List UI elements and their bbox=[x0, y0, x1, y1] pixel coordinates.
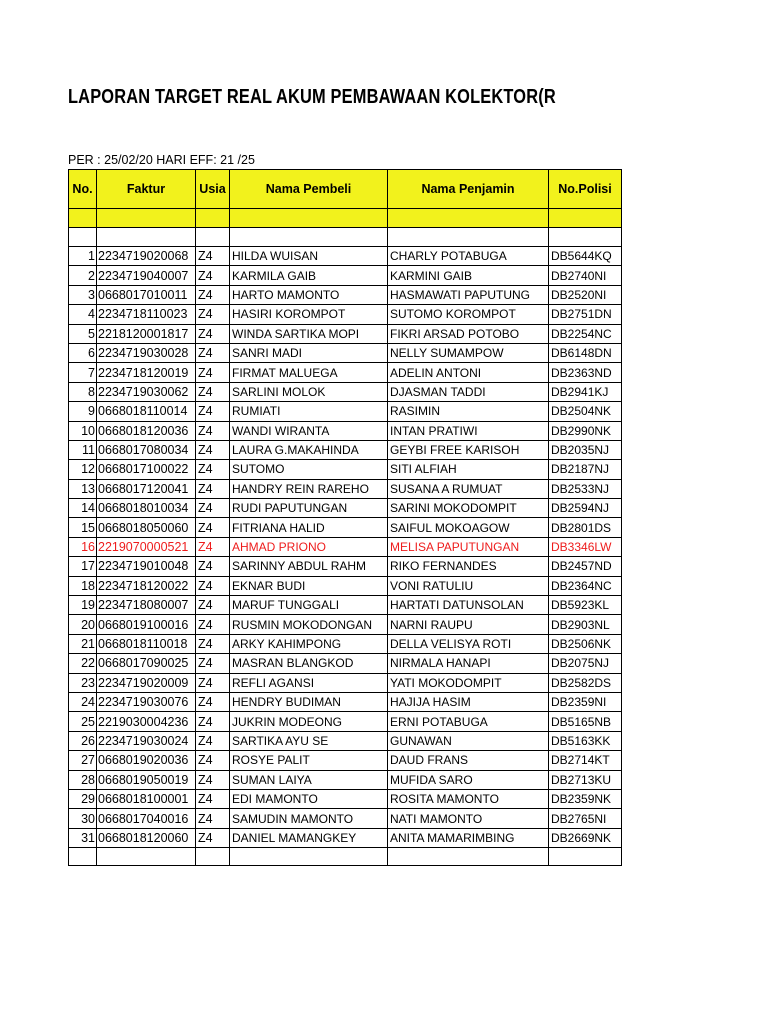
cell-faktur: 0668018100001 bbox=[97, 789, 196, 808]
empty-cell bbox=[230, 848, 388, 866]
table-row bbox=[69, 305, 622, 324]
header-blank-cell bbox=[196, 209, 230, 228]
table-row bbox=[69, 324, 622, 343]
cell-usia: Z4 bbox=[196, 731, 230, 750]
cell-no-polisi: DB5644KQ bbox=[549, 247, 622, 266]
report-title: LAPORAN TARGET REAL AKUM PEMBAWAAN KOLEKTOR(R bbox=[68, 86, 556, 108]
cell-nama-penjamin: ADELIN ANTONI bbox=[388, 363, 549, 382]
column-header-no-polisi: No.Polisi bbox=[549, 170, 622, 209]
table-row bbox=[69, 751, 622, 770]
cell-no-polisi: DB5163KK bbox=[549, 731, 622, 750]
header-blank-cell bbox=[69, 209, 97, 228]
table-row bbox=[69, 673, 622, 692]
cell-nama-penjamin: VONI RATULIU bbox=[388, 576, 549, 595]
cell-no-polisi: DB2506NK bbox=[549, 634, 622, 653]
cell-nama-penjamin: ROSITA MAMONTO bbox=[388, 789, 549, 808]
cell-no: 3 bbox=[69, 285, 97, 304]
table-body bbox=[69, 228, 622, 866]
cell-nama-penjamin: YATI MOKODOMPIT bbox=[388, 673, 549, 692]
cell-nama-pembeli: AHMAD PRIONO bbox=[230, 537, 388, 556]
cell-nama-pembeli: DANIEL MAMANGKEY bbox=[230, 828, 388, 847]
cell-nama-pembeli: RUSMIN MOKODONGAN bbox=[230, 615, 388, 634]
cell-no-polisi: DB2751DN bbox=[549, 305, 622, 324]
cell-no: 14 bbox=[69, 499, 97, 518]
table-row bbox=[69, 285, 622, 304]
cell-nama-pembeli: RUMIATI bbox=[230, 402, 388, 421]
cell-nama-pembeli: FIRMAT MALUEGA bbox=[230, 363, 388, 382]
cell-nama-pembeli: SARINNY ABDUL RAHM bbox=[230, 557, 388, 576]
cell-no-polisi: DB2941KJ bbox=[549, 382, 622, 401]
cell-no-polisi: DB5923KL bbox=[549, 596, 622, 615]
table-row bbox=[69, 557, 622, 576]
cell-no: 21 bbox=[69, 634, 97, 653]
cell-nama-penjamin: RIKO FERNANDES bbox=[388, 557, 549, 576]
cell-usia: Z4 bbox=[196, 305, 230, 324]
cell-faktur: 2234719030062 bbox=[97, 382, 196, 401]
cell-faktur: 0668018120060 bbox=[97, 828, 196, 847]
cell-faktur: 0668017090025 bbox=[97, 654, 196, 673]
cell-nama-pembeli: WINDA SARTIKA MOPI bbox=[230, 324, 388, 343]
cell-nama-pembeli: HANDRY REIN RAREHO bbox=[230, 479, 388, 498]
cell-no: 15 bbox=[69, 518, 97, 537]
cell-nama-pembeli: RUDI PAPUTUNGAN bbox=[230, 499, 388, 518]
cell-no: 9 bbox=[69, 402, 97, 421]
cell-usia: Z4 bbox=[196, 634, 230, 653]
table-row bbox=[69, 789, 622, 808]
table-row bbox=[69, 692, 622, 711]
table-row bbox=[69, 731, 622, 750]
header-blank-cell bbox=[388, 209, 549, 228]
cell-no: 22 bbox=[69, 654, 97, 673]
table-header-row bbox=[69, 170, 622, 209]
cell-no-polisi: DB2713KU bbox=[549, 770, 622, 789]
cell-no-polisi: DB2801DS bbox=[549, 518, 622, 537]
cell-no-polisi: DB5165NB bbox=[549, 712, 622, 731]
cell-usia: Z4 bbox=[196, 285, 230, 304]
table-row bbox=[69, 537, 622, 556]
cell-usia: Z4 bbox=[196, 266, 230, 285]
table-row bbox=[69, 460, 622, 479]
cell-no: 20 bbox=[69, 615, 97, 634]
cell-faktur: 2219030004236 bbox=[97, 712, 196, 731]
cell-nama-penjamin: FIKRI ARSAD POTOBO bbox=[388, 324, 549, 343]
cell-faktur: 0668017120041 bbox=[97, 479, 196, 498]
cell-nama-pembeli: EDI MAMONTO bbox=[230, 789, 388, 808]
cell-no: 23 bbox=[69, 673, 97, 692]
cell-nama-pembeli: FITRIANA HALID bbox=[230, 518, 388, 537]
cell-nama-penjamin: NELLY SUMAMPOW bbox=[388, 343, 549, 362]
table-row bbox=[69, 828, 622, 847]
cell-faktur: 2234719030028 bbox=[97, 343, 196, 362]
cell-usia: Z4 bbox=[196, 537, 230, 556]
table-row bbox=[69, 654, 622, 673]
cell-usia: Z4 bbox=[196, 789, 230, 808]
table-row bbox=[69, 770, 622, 789]
spacer-cell bbox=[69, 228, 97, 247]
cell-no: 13 bbox=[69, 479, 97, 498]
cell-nama-penjamin: GEYBI FREE KARISOH bbox=[388, 440, 549, 459]
cell-nama-penjamin: SAIFUL MOKOAGOW bbox=[388, 518, 549, 537]
cell-no: 5 bbox=[69, 324, 97, 343]
cell-usia: Z4 bbox=[196, 654, 230, 673]
table-row bbox=[69, 499, 622, 518]
cell-no-polisi: DB2740NI bbox=[549, 266, 622, 285]
cell-nama-pembeli: SARTIKA AYU SE bbox=[230, 731, 388, 750]
table-row bbox=[69, 634, 622, 653]
cell-nama-pembeli: LAURA G.MAKAHINDA bbox=[230, 440, 388, 459]
cell-nama-pembeli: HASIRI KOROMPOT bbox=[230, 305, 388, 324]
cell-nama-pembeli: ROSYE PALIT bbox=[230, 751, 388, 770]
table-row bbox=[69, 440, 622, 459]
cell-faktur: 2234719020068 bbox=[97, 247, 196, 266]
cell-usia: Z4 bbox=[196, 596, 230, 615]
table-row bbox=[69, 615, 622, 634]
cell-no: 30 bbox=[69, 809, 97, 828]
empty-cell bbox=[196, 848, 230, 866]
collector-report-table bbox=[68, 169, 622, 866]
cell-nama-pembeli: MARUF TUNGGALI bbox=[230, 596, 388, 615]
cell-no-polisi: DB2714KT bbox=[549, 751, 622, 770]
cell-nama-penjamin: GUNAWAN bbox=[388, 731, 549, 750]
cell-nama-pembeli: SANRI MADI bbox=[230, 343, 388, 362]
cell-faktur: 0668019050019 bbox=[97, 770, 196, 789]
empty-cell bbox=[388, 848, 549, 866]
empty-cell bbox=[97, 848, 196, 866]
table-row bbox=[69, 809, 622, 828]
cell-nama-penjamin: ANITA MAMARIMBING bbox=[388, 828, 549, 847]
cell-usia: Z4 bbox=[196, 440, 230, 459]
cell-no: 1 bbox=[69, 247, 97, 266]
cell-no: 7 bbox=[69, 363, 97, 382]
cell-usia: Z4 bbox=[196, 382, 230, 401]
cell-usia: Z4 bbox=[196, 499, 230, 518]
cell-nama-penjamin: NATI MAMONTO bbox=[388, 809, 549, 828]
cell-nama-pembeli: SUMAN LAIYA bbox=[230, 770, 388, 789]
spacer-cell bbox=[388, 228, 549, 247]
cell-nama-penjamin: SARINI MOKODOMPIT bbox=[388, 499, 549, 518]
cell-no-polisi: DB2504NK bbox=[549, 402, 622, 421]
empty-cell bbox=[549, 848, 622, 866]
cell-usia: Z4 bbox=[196, 479, 230, 498]
table-row bbox=[69, 518, 622, 537]
cell-faktur: 0668019020036 bbox=[97, 751, 196, 770]
cell-usia: Z4 bbox=[196, 770, 230, 789]
cell-nama-pembeli: HILDA WUISAN bbox=[230, 247, 388, 266]
cell-no: 19 bbox=[69, 596, 97, 615]
cell-usia: Z4 bbox=[196, 247, 230, 266]
cell-nama-pembeli: KARMILA GAIB bbox=[230, 266, 388, 285]
column-header-nama-pembeli: Nama Pembeli bbox=[230, 170, 388, 209]
cell-faktur: 0668017040016 bbox=[97, 809, 196, 828]
cell-usia: Z4 bbox=[196, 576, 230, 595]
table-row bbox=[69, 266, 622, 285]
cell-no: 4 bbox=[69, 305, 97, 324]
cell-nama-penjamin: SUTOMO KOROMPOT bbox=[388, 305, 549, 324]
cell-usia: Z4 bbox=[196, 751, 230, 770]
cell-no-polisi: DB2594NJ bbox=[549, 499, 622, 518]
cell-nama-penjamin: CHARLY POTABUGA bbox=[388, 247, 549, 266]
cell-nama-pembeli: EKNAR BUDI bbox=[230, 576, 388, 595]
table-row bbox=[69, 343, 622, 362]
cell-faktur: 0668017100022 bbox=[97, 460, 196, 479]
cell-usia: Z4 bbox=[196, 363, 230, 382]
cell-no-polisi: DB3346LW bbox=[549, 537, 622, 556]
cell-faktur: 2234719030024 bbox=[97, 731, 196, 750]
cell-nama-penjamin: KARMINI GAIB bbox=[388, 266, 549, 285]
table-row bbox=[69, 712, 622, 731]
cell-no-polisi: DB2187NJ bbox=[549, 460, 622, 479]
column-header-usia: Usia bbox=[196, 170, 230, 209]
cell-no-polisi: DB2520NI bbox=[549, 285, 622, 304]
spacer-cell bbox=[549, 228, 622, 247]
cell-no: 26 bbox=[69, 731, 97, 750]
cell-no-polisi: DB2359NI bbox=[549, 692, 622, 711]
cell-nama-pembeli: HENDRY BUDIMAN bbox=[230, 692, 388, 711]
cell-no: 29 bbox=[69, 789, 97, 808]
cell-no-polisi: DB2075NJ bbox=[549, 654, 622, 673]
cell-faktur: 0668018010034 bbox=[97, 499, 196, 518]
table-spacer-row bbox=[69, 228, 622, 247]
cell-nama-pembeli: HARTO MAMONTO bbox=[230, 285, 388, 304]
cell-nama-penjamin: NIRMALA HANAPI bbox=[388, 654, 549, 673]
cell-no: 24 bbox=[69, 692, 97, 711]
cell-no-polisi: DB6148DN bbox=[549, 343, 622, 362]
cell-usia: Z4 bbox=[196, 673, 230, 692]
cell-nama-penjamin: DAUD FRANS bbox=[388, 751, 549, 770]
cell-nama-penjamin: NARNI RAUPU bbox=[388, 615, 549, 634]
cell-no: 25 bbox=[69, 712, 97, 731]
cell-no: 17 bbox=[69, 557, 97, 576]
cell-usia: Z4 bbox=[196, 518, 230, 537]
cell-usia: Z4 bbox=[196, 421, 230, 440]
cell-no: 6 bbox=[69, 343, 97, 362]
spacer-cell bbox=[230, 228, 388, 247]
cell-faktur: 2234719030076 bbox=[97, 692, 196, 711]
cell-faktur: 0668017010011 bbox=[97, 285, 196, 304]
cell-no-polisi: DB2903NL bbox=[549, 615, 622, 634]
cell-nama-pembeli: JUKRIN MODEONG bbox=[230, 712, 388, 731]
table-row bbox=[69, 479, 622, 498]
header-blank-cell bbox=[97, 209, 196, 228]
cell-usia: Z4 bbox=[196, 692, 230, 711]
cell-faktur: 2218120001817 bbox=[97, 324, 196, 343]
cell-nama-penjamin: HAJIJA HASIM bbox=[388, 692, 549, 711]
cell-nama-penjamin: HARTATI DATUNSOLAN bbox=[388, 596, 549, 615]
cell-nama-penjamin: INTAN PRATIWI bbox=[388, 421, 549, 440]
cell-faktur: 0668018110018 bbox=[97, 634, 196, 653]
cell-faktur: 0668018050060 bbox=[97, 518, 196, 537]
column-header-nama-penjamin: Nama Penjamin bbox=[388, 170, 549, 209]
table-row bbox=[69, 421, 622, 440]
table-row bbox=[69, 363, 622, 382]
cell-faktur: 2234718120019 bbox=[97, 363, 196, 382]
cell-no-polisi: DB2359NK bbox=[549, 789, 622, 808]
cell-nama-penjamin: ERNI POTABUGA bbox=[388, 712, 549, 731]
cell-usia: Z4 bbox=[196, 828, 230, 847]
cell-nama-pembeli: SAMUDIN MAMONTO bbox=[230, 809, 388, 828]
cell-nama-penjamin: SITI ALFIAH bbox=[388, 460, 549, 479]
cell-faktur: 0668019100016 bbox=[97, 615, 196, 634]
cell-nama-penjamin: MUFIDA SARO bbox=[388, 770, 549, 789]
spacer-cell bbox=[196, 228, 230, 247]
cell-usia: Z4 bbox=[196, 557, 230, 576]
report-period: PER : 25/02/20 HARI EFF: 21 /25 bbox=[68, 153, 255, 167]
cell-usia: Z4 bbox=[196, 460, 230, 479]
cell-usia: Z4 bbox=[196, 712, 230, 731]
cell-no-polisi: DB2669NK bbox=[549, 828, 622, 847]
table-row bbox=[69, 596, 622, 615]
cell-no-polisi: DB2582DS bbox=[549, 673, 622, 692]
cell-faktur: 2219070000521 bbox=[97, 537, 196, 556]
cell-faktur: 2234718080007 bbox=[97, 596, 196, 615]
cell-usia: Z4 bbox=[196, 615, 230, 634]
cell-faktur: 2234719010048 bbox=[97, 557, 196, 576]
cell-nama-penjamin: DELLA VELISYA ROTI bbox=[388, 634, 549, 653]
column-header-faktur: Faktur bbox=[97, 170, 196, 209]
cell-usia: Z4 bbox=[196, 402, 230, 421]
cell-nama-penjamin: HASMAWATI PAPUTUNG bbox=[388, 285, 549, 304]
cell-no: 12 bbox=[69, 460, 97, 479]
cell-no-polisi: DB2990NK bbox=[549, 421, 622, 440]
header-blank-cell bbox=[549, 209, 622, 228]
spacer-cell bbox=[97, 228, 196, 247]
table-row bbox=[69, 402, 622, 421]
cell-no-polisi: DB2363ND bbox=[549, 363, 622, 382]
column-header-no: No. bbox=[69, 170, 97, 209]
cell-no-polisi: DB2457ND bbox=[549, 557, 622, 576]
cell-no-polisi: DB2765NI bbox=[549, 809, 622, 828]
cell-faktur: 0668018120036 bbox=[97, 421, 196, 440]
header-blank-cell bbox=[230, 209, 388, 228]
report-title-container bbox=[68, 82, 620, 116]
cell-no: 2 bbox=[69, 266, 97, 285]
table-row bbox=[69, 382, 622, 401]
cell-faktur: 2234718120022 bbox=[97, 576, 196, 595]
cell-faktur: 0668017080034 bbox=[97, 440, 196, 459]
table-row bbox=[69, 247, 622, 266]
cell-faktur: 2234718110023 bbox=[97, 305, 196, 324]
cell-nama-pembeli: SUTOMO bbox=[230, 460, 388, 479]
cell-usia: Z4 bbox=[196, 324, 230, 343]
cell-no: 10 bbox=[69, 421, 97, 440]
cell-nama-penjamin: MELISA PAPUTUNGAN bbox=[388, 537, 549, 556]
cell-faktur: 2234719020009 bbox=[97, 673, 196, 692]
cell-usia: Z4 bbox=[196, 809, 230, 828]
cell-no: 16 bbox=[69, 537, 97, 556]
cell-nama-pembeli: MASRAN BLANGKOD bbox=[230, 654, 388, 673]
cell-no: 18 bbox=[69, 576, 97, 595]
cell-no: 11 bbox=[69, 440, 97, 459]
cell-no-polisi: DB2533NJ bbox=[549, 479, 622, 498]
cell-usia: Z4 bbox=[196, 343, 230, 362]
cell-nama-pembeli: REFLI AGANSI bbox=[230, 673, 388, 692]
cell-nama-pembeli: ARKY KAHIMPONG bbox=[230, 634, 388, 653]
cell-no-polisi: DB2254NC bbox=[549, 324, 622, 343]
cell-faktur: 0668018110014 bbox=[97, 402, 196, 421]
cell-no: 8 bbox=[69, 382, 97, 401]
table-header-blank-row bbox=[69, 209, 622, 228]
cell-no: 31 bbox=[69, 828, 97, 847]
cell-nama-penjamin: SUSANA A RUMUAT bbox=[388, 479, 549, 498]
cell-no: 27 bbox=[69, 751, 97, 770]
table-row bbox=[69, 576, 622, 595]
cell-faktur: 2234719040007 bbox=[97, 266, 196, 285]
cell-no-polisi: DB2364NC bbox=[549, 576, 622, 595]
cell-nama-penjamin: DJASMAN TADDI bbox=[388, 382, 549, 401]
table-empty-row bbox=[69, 848, 622, 866]
empty-cell bbox=[69, 848, 97, 866]
cell-no-polisi: DB2035NJ bbox=[549, 440, 622, 459]
cell-nama-pembeli: SARLINI MOLOK bbox=[230, 382, 388, 401]
cell-nama-pembeli: WANDI WIRANTA bbox=[230, 421, 388, 440]
cell-nama-penjamin: RASIMIN bbox=[388, 402, 549, 421]
cell-no: 28 bbox=[69, 770, 97, 789]
